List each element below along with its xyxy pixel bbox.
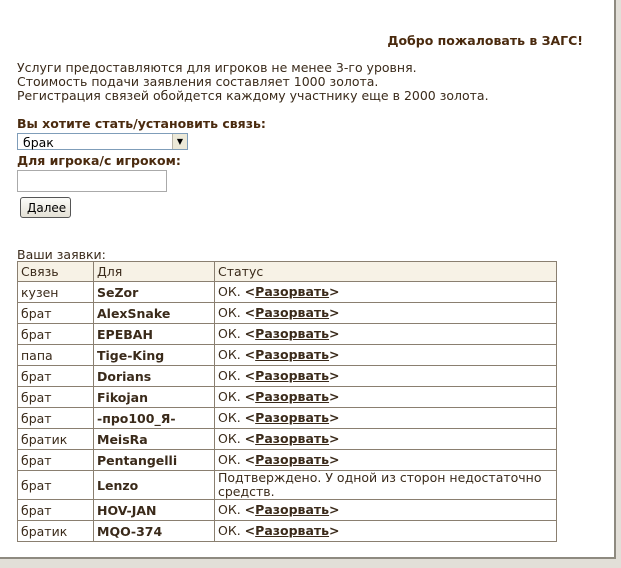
divorce-link[interactable]: Разорвать: [255, 410, 330, 425]
status-text: Подтверждено. У одной из сторон недостаточно средств.: [218, 470, 542, 499]
relation-label: Вы хотите стать/установить связь:: [17, 116, 266, 131]
divorce-link[interactable]: Разорвать: [255, 389, 330, 404]
bracket-close: >: [329, 368, 340, 383]
bracket-close: >: [329, 452, 340, 467]
chevron-down-icon[interactable]: ▼: [172, 134, 187, 149]
bracket-open: <: [244, 452, 256, 467]
status-cell: [215, 366, 557, 387]
divorce-link[interactable]: Разорвать: [255, 305, 330, 320]
window-shadow-bottom: [0, 559, 621, 568]
service-info: [17, 61, 489, 103]
relation-cell: братик: [18, 429, 94, 450]
divorce-link[interactable]: Разорвать: [255, 523, 330, 538]
player-input[interactable]: [17, 170, 167, 192]
table-row: [18, 408, 557, 429]
player-cell: Lenzo: [94, 471, 215, 500]
bracket-open: <: [244, 502, 256, 517]
status-ok: ОК.: [218, 431, 245, 446]
bracket-close: >: [329, 431, 340, 446]
divorce-link[interactable]: Разорвать: [255, 368, 330, 383]
table-row: [18, 366, 557, 387]
status-ok: ОК.: [218, 326, 245, 341]
bracket-open: <: [244, 347, 256, 362]
table-row: [18, 282, 557, 303]
status-cell: [215, 521, 557, 542]
bracket-open: <: [244, 368, 256, 383]
status-cell: [215, 387, 557, 408]
table-row: [18, 345, 557, 366]
bracket-open: <: [244, 305, 256, 320]
column-header-player: Для: [94, 262, 215, 282]
info-line: Регистрация связей обойдется каждому участнику еще в 2000 золота.: [17, 88, 489, 103]
player-cell: HOV-JAN: [94, 500, 215, 521]
status-cell: [215, 450, 557, 471]
status-cell: [215, 324, 557, 345]
relation-cell: брат: [18, 324, 94, 345]
relation-cell: брат: [18, 366, 94, 387]
status-ok: ОК.: [218, 452, 245, 467]
relation-cell: брат: [18, 450, 94, 471]
status-cell: [215, 500, 557, 521]
bracket-open: <: [244, 284, 256, 299]
table-row: [18, 500, 557, 521]
bracket-close: >: [329, 523, 340, 538]
table-row: [18, 387, 557, 408]
bracket-close: >: [329, 389, 340, 404]
window-shadow-right: [616, 0, 621, 568]
player-cell: ЕРЕВАН: [94, 324, 215, 345]
relation-cell: брат: [18, 471, 94, 500]
status-ok: ОК.: [218, 523, 245, 538]
relation-cell: брат: [18, 500, 94, 521]
status-ok: ОК.: [218, 389, 245, 404]
divorce-link[interactable]: Разорвать: [255, 502, 330, 517]
status-ok: ОК.: [218, 305, 245, 320]
player-cell: MeisRa: [94, 429, 215, 450]
column-header-relation: Связь: [18, 262, 94, 282]
table-row: [18, 429, 557, 450]
column-header-status: Статус: [215, 262, 557, 282]
relation-cell: брат: [18, 387, 94, 408]
divorce-link[interactable]: Разорвать: [255, 284, 330, 299]
bracket-close: >: [329, 305, 340, 320]
next-button[interactable]: Далее: [20, 197, 71, 218]
status-cell: [215, 408, 557, 429]
status-cell: [215, 429, 557, 450]
table-row: [18, 471, 557, 500]
player-cell: MQO-374: [94, 521, 215, 542]
divorce-link[interactable]: Разорвать: [255, 326, 330, 341]
table-header-row: [18, 262, 557, 282]
relation-cell: папа: [18, 345, 94, 366]
table-row: [18, 450, 557, 471]
divorce-link[interactable]: Разорвать: [255, 431, 330, 446]
player-cell: SeZor: [94, 282, 215, 303]
status-cell: [215, 282, 557, 303]
relation-cell: брат: [18, 303, 94, 324]
player-label: Для игрока/с игроком:: [17, 153, 181, 168]
table-row: [18, 324, 557, 345]
player-cell: Pentangelli: [94, 450, 215, 471]
relation-select-value: брак: [23, 135, 54, 150]
welcome-title: Добро пожаловать в ЗАГС!: [387, 33, 583, 48]
bracket-close: >: [329, 347, 340, 362]
bracket-open: <: [244, 431, 256, 446]
status-cell: [215, 471, 557, 500]
bracket-close: >: [329, 410, 340, 425]
bracket-open: <: [244, 326, 256, 341]
status-ok: ОК.: [218, 284, 245, 299]
bracket-close: >: [329, 326, 340, 341]
bracket-close: >: [329, 502, 340, 517]
player-cell: Tige-King: [94, 345, 215, 366]
status-cell: [215, 303, 557, 324]
info-line: Услуги предоставляются для игроков не менее 3-го уровня.: [17, 60, 417, 75]
divorce-link[interactable]: Разорвать: [255, 347, 330, 362]
applications-table: [17, 261, 557, 542]
table-row: [18, 303, 557, 324]
player-cell: AlexSnake: [94, 303, 215, 324]
bracket-open: <: [244, 389, 256, 404]
bracket-open: <: [244, 410, 256, 425]
status-ok: ОК.: [218, 502, 245, 517]
player-cell: -про100_Я-: [94, 408, 215, 429]
relation-cell: кузен: [18, 282, 94, 303]
applications-title: Ваши заявки:: [17, 247, 106, 262]
player-cell: Dorians: [94, 366, 215, 387]
info-line: Стоимость подачи заявления составляет 1000 золота.: [17, 74, 379, 89]
status-ok: ОК.: [218, 368, 245, 383]
bracket-close: >: [329, 284, 340, 299]
table-row: [18, 521, 557, 542]
status-cell: [215, 345, 557, 366]
relation-cell: брат: [18, 408, 94, 429]
player-cell: Fikojan: [94, 387, 215, 408]
status-ok: ОК.: [218, 347, 245, 362]
relation-select[interactable]: [17, 133, 188, 150]
status-ok: ОК.: [218, 410, 245, 425]
bracket-open: <: [244, 523, 256, 538]
divorce-link[interactable]: Разорвать: [255, 452, 330, 467]
relation-cell: братик: [18, 521, 94, 542]
